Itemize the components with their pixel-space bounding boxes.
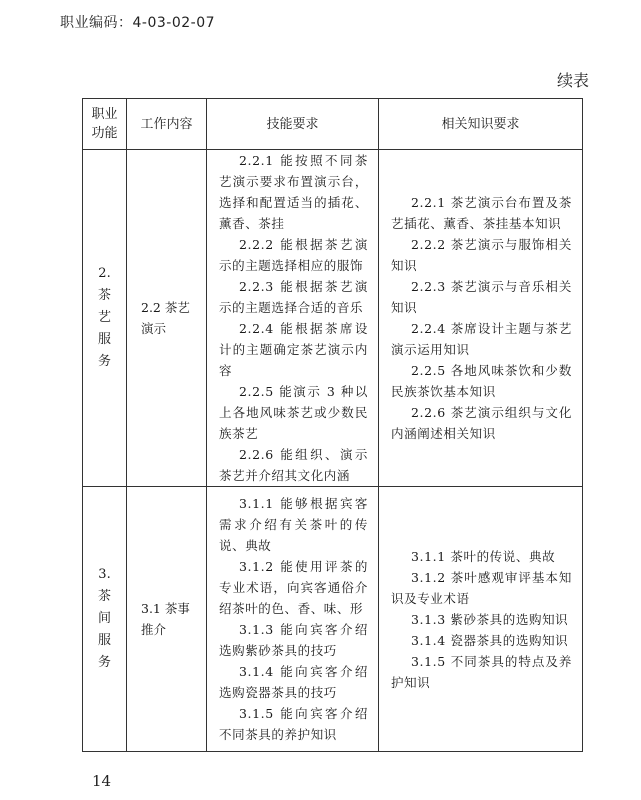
function-char: 务 bbox=[97, 354, 111, 369]
skill-item: 2.2.6 能组织、演示茶艺并介绍其文化内涵 bbox=[219, 447, 368, 483]
skill-item: 2.2.4 能根据茶席设计的主题确定茶艺演示内容 bbox=[219, 321, 368, 378]
skill-item: 2.2.5 能演示 3 种以上各地风味茶艺或少数民族茶艺 bbox=[219, 384, 368, 441]
skill-item: 3.1.1 能够根据宾客需求介绍有关茶叶的传说、典故 bbox=[219, 496, 368, 553]
knowledge-item: 2.2.3 茶艺演示与音乐相关知识 bbox=[391, 279, 572, 315]
function-char: 间 bbox=[97, 611, 111, 626]
function-char: 茶 bbox=[97, 288, 111, 303]
continued-label: 续表 bbox=[556, 71, 589, 90]
function-cell bbox=[83, 487, 127, 752]
knowledge-item: 3.1.5 不同茶具的特点及养护知识 bbox=[391, 653, 572, 690]
header-work-content: 工作内容 bbox=[127, 99, 207, 150]
occupation-code: 职业编码：4-03-02-07 bbox=[60, 15, 216, 31]
knowledge-item: 3.1.4 瓷器茶具的选购知识 bbox=[411, 632, 569, 648]
table-row bbox=[83, 150, 583, 487]
knowledge-item: 3.1.1 茶叶的传说、典故 bbox=[411, 548, 556, 564]
skills-cell bbox=[207, 487, 379, 752]
work-content-cell bbox=[127, 150, 207, 487]
skill-item: 3.1.2 能使用评茶的专业术语，向宾客通俗介绍茶叶的色、香、味、形 bbox=[219, 559, 368, 616]
work-content-cell bbox=[127, 487, 207, 752]
function-char: 茶 bbox=[97, 589, 111, 604]
header-knowledge-requirements: 相关知识要求 bbox=[379, 99, 583, 150]
header-function-line1: 职业 bbox=[91, 107, 118, 122]
table-row bbox=[83, 487, 583, 752]
function-char: 服 bbox=[97, 332, 111, 347]
skill-item: 2.2.1 能按照不同茶艺演示要求布置演示台，选择和配置适当的插花、薰香、茶挂 bbox=[219, 153, 368, 231]
skills-table bbox=[82, 98, 583, 752]
knowledge-item: 2.2.2 茶艺演示与服饰相关知识 bbox=[391, 237, 572, 273]
work-content-line1: 3.1 茶事 bbox=[141, 601, 190, 616]
knowledge-cell bbox=[379, 150, 583, 487]
function-char: 务 bbox=[97, 655, 111, 670]
header-skill-requirements: 技能要求 bbox=[207, 99, 379, 150]
skill-item: 2.2.3 能根据茶艺演示的主题选择合适的音乐 bbox=[219, 279, 368, 315]
skill-item: 3.1.3 能向宾客介绍选购紫砂茶具的技巧 bbox=[219, 622, 368, 658]
knowledge-item: 2.2.4 茶席设计主题与茶艺演示运用知识 bbox=[391, 321, 572, 357]
skill-item: 3.1.5 能向宾客介绍不同茶具的养护知识 bbox=[219, 706, 368, 742]
table-header-row bbox=[83, 99, 583, 150]
skill-item: 3.1.4 能向宾客介绍选购瓷器茶具的技巧 bbox=[219, 664, 368, 700]
skill-item: 2.2.2 能根据茶艺演示的主题选择相应的服饰 bbox=[219, 237, 368, 273]
knowledge-item: 2.2.6 茶艺演示组织与文化内涵阐述相关知识 bbox=[391, 405, 572, 441]
skills-cell bbox=[207, 150, 379, 487]
header-function bbox=[83, 99, 127, 150]
knowledge-cell bbox=[379, 487, 583, 752]
knowledge-item: 3.1.2 茶叶感观审评基本知识及专业术语 bbox=[391, 569, 572, 606]
function-char: 艺 bbox=[97, 310, 111, 325]
function-char: 服 bbox=[97, 633, 111, 648]
function-cell bbox=[83, 150, 127, 487]
knowledge-item: 2.2.5 各地风味茶饮和少数民族茶饮基本知识 bbox=[391, 363, 572, 399]
function-number: 2. bbox=[98, 266, 111, 281]
knowledge-item: 3.1.3 紫砂茶具的选购知识 bbox=[411, 611, 569, 627]
work-content-line2: 演示 bbox=[141, 321, 167, 336]
work-content-line2: 推介 bbox=[141, 622, 167, 637]
work-content-line1: 2.2 茶艺 bbox=[141, 300, 190, 315]
header-function-line2: 功能 bbox=[91, 126, 118, 141]
page-number: 14 bbox=[92, 772, 112, 790]
knowledge-item: 2.2.1 茶艺演示台布置及茶艺插花、薰香、茶挂基本知识 bbox=[391, 195, 572, 231]
function-number: 3. bbox=[98, 567, 111, 582]
